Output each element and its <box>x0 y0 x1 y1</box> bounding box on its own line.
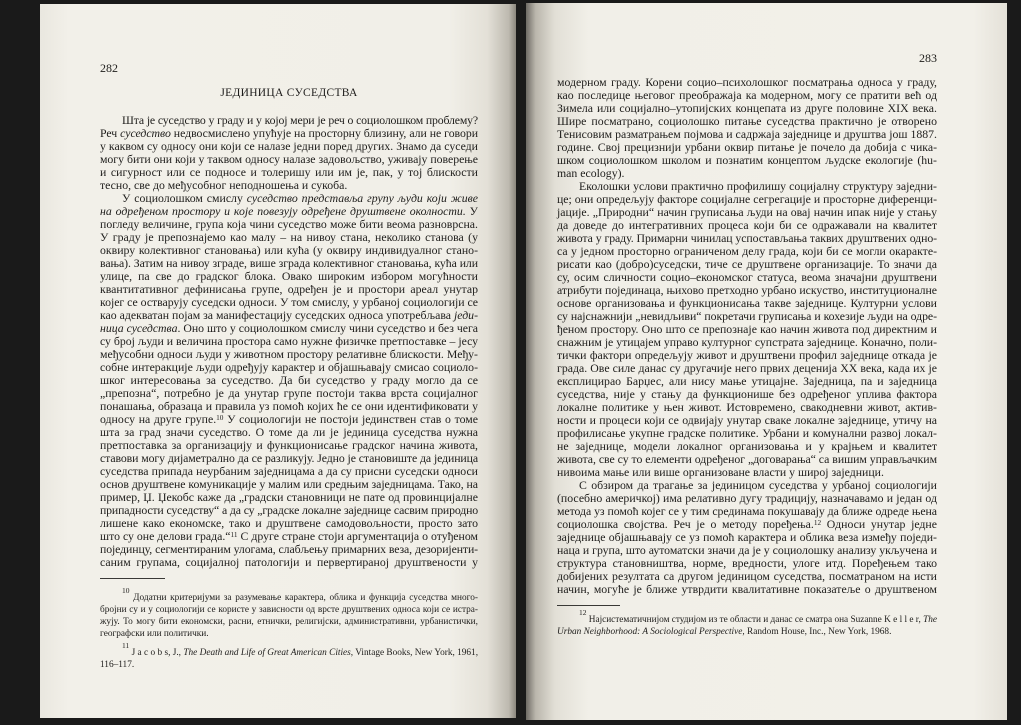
text-run: . Оно што у социолошком смислу чини суседство и без чега <box>177 321 478 335</box>
line-content <box>100 529 478 543</box>
text-run: што су оне делови града.“ <box>100 529 231 543</box>
line-content: суседства, није у стању да функционише без одређеног уплива фактора <box>557 387 937 401</box>
line-content: саним групама, социјалној патологији и первертираној друштвености у <box>100 555 478 569</box>
line-content: нивоима мање или више организоване власти у широј заједници. <box>557 465 884 479</box>
line-content: ставови могу дијаметрално да се разликују. Једно је становиште да јединица <box>100 451 478 465</box>
line-content <box>100 321 478 335</box>
line-content: у каквом су односу они који се налазе једни поред других. Знамо да суседи <box>100 139 478 153</box>
line-content: основ друштвене комуникације у малим или средњим заједницама. Тако, на <box>100 477 478 491</box>
line-content: шком социолошком школом и познатим концептом људске екологије (hu- <box>557 153 937 167</box>
line-content: понашања, образаца и правила уз помоћ којих ће се они идентификовати у <box>100 399 478 413</box>
italic-text: The <box>923 615 937 625</box>
text-run: , Vintage Books, New York, 1961, <box>350 648 479 658</box>
line-content <box>122 641 479 658</box>
footnote-ref: 11 <box>122 641 130 650</box>
footnote-ref: 10 <box>122 586 130 595</box>
line-content: Еколошки услови практично профилишу социјалну структуру заједни- <box>579 179 937 193</box>
line-content: којег се остварују суседски односи. У том смислу, у урбаној социологији се <box>100 295 478 309</box>
line-content: квантитативног дефинисања групе, одређен је и простори ареал унутар <box>100 282 478 296</box>
line-content: да доведе до интегративних процеса који би се одражавали на квалитет <box>557 218 937 232</box>
line-content <box>100 412 478 426</box>
line-content: са у једном просторно ограниченом делу града, који би се могли окаракте- <box>557 244 937 258</box>
line-content: начин, могуће је ближе утврдити квалитативне показатеље о друштвеном <box>557 582 937 596</box>
paragraph <box>100 192 478 569</box>
line-content: Шире посматрано, социолошко питање суседства практично је отворено <box>557 114 937 128</box>
left-page <box>40 4 516 718</box>
line-content: живота, све су то елементи одређеног „договарања“ са вишим управљачким <box>557 452 937 466</box>
footnote-separator <box>557 605 620 606</box>
text-run: J a c o b s, J., <box>129 648 184 658</box>
text-run: као адекватан појам за манифестацију суседских односа употребљава <box>100 308 454 322</box>
text-run: недвосмислено упућује на просторну близину, али не говори <box>170 126 478 140</box>
text-run: социолошка својства. Реч је о методу поређења. <box>557 517 814 531</box>
line-content: припадности суседству“ а да су „градске локалне заједнице сасвим природно <box>100 503 478 517</box>
text-line <box>557 583 937 596</box>
line-content: не заједнице, модели локалног организовања и у крајњем и квалитет <box>557 439 937 453</box>
line-content: међусобни односи људи у животном простору релативне блискости. Међу- <box>100 347 478 361</box>
footnote-line <box>100 604 478 616</box>
line-content: шког интересовања за суседство. Да би суседство у граду могло да се <box>100 373 478 387</box>
text-run: Односи унутар једне <box>821 517 937 531</box>
line-content: могу бити они који у таквом односу налазе задовољство, уживају поверење <box>100 152 478 166</box>
footnotes <box>100 586 479 671</box>
text-run: , Random House, Inc., New York, 1968. <box>742 627 892 637</box>
footnote-separator <box>100 578 165 579</box>
footnote-ref: 11 <box>230 529 238 539</box>
text-run: односу на друге групе. <box>100 412 217 426</box>
text-run: Реч <box>100 126 121 140</box>
line-content: Шта је суседство у граду и у којој мери је реч о социолошком проблему? <box>122 113 478 127</box>
line-content: (посебно америчкој) има релативно дугу традицију, назначавамо и један од <box>557 491 937 505</box>
line-content: Зимела или социјално–утопијских концепата из друге половине XIX века. <box>557 101 937 115</box>
italic-text: једи- <box>453 308 478 322</box>
line-content: основе организовања и функционисања такве заједнице. Културни услови <box>557 296 937 310</box>
line-content: суседства припада неурбаним заједницама а да су присни суседски односи <box>100 464 478 478</box>
line-content: профилисање укупне градске политике. Урбани и комунални развој локал- <box>557 426 937 440</box>
footnote-ref: 12 <box>813 517 822 527</box>
footnote-line <box>557 608 937 626</box>
line-content: „препозна“, потребно је да унутар групе постоји таква врста социјалног <box>100 386 478 400</box>
line-content: 116–117. <box>100 660 135 670</box>
line-content: погледу величине, група која чини суседство може бити веома разноврсна. <box>100 217 478 231</box>
line-content: бројни су и у социологији се користе у зависности од врсте друштвених односа који се истра- <box>100 605 478 615</box>
line-content: метода уз помоћ којег се у тим срединама покушавају да ближе одреде њена <box>557 504 937 518</box>
text-run: У социологији не постоји јединствен став о томе <box>223 412 478 426</box>
chapter-title: ЈЕДИНИЦА СУСЕДСТВА <box>220 87 358 99</box>
line-content: рисати као (добро)суседски, тиче се друштвене организације. То значи да <box>557 257 937 271</box>
line-content: живота у граду. Примарни чинилац успостављања таквих друштвених одно- <box>557 231 937 245</box>
line-content: У граду је препознајемо као малу – на нивоу стана, неколико станова (у <box>100 230 478 244</box>
line-content: града. Ове силе данас су другачије него првих деценија XX века, када их је <box>557 361 937 375</box>
footnote-line <box>100 641 479 659</box>
line-content: локалне политике у њен живот. Истовремено, свакодневни живот, актив- <box>557 400 937 414</box>
line-content: це; они опредељују факторе социјалне сегрегације и просторне диференци- <box>557 192 937 206</box>
italic-text: на одређеном простору и које повезују одређене друштвене околности. <box>100 204 466 218</box>
line-content: географски или политички. <box>100 629 209 639</box>
paragraph <box>557 479 937 596</box>
text-run: У <box>465 204 478 218</box>
paragraph <box>557 76 937 180</box>
footnote <box>557 608 937 638</box>
line-content: године. Свој прецизнији урбани оквир питање је почело да добија с чика- <box>557 140 937 154</box>
line-content: жују. То могу бити економски, расни, етнички, религијски, административни, урбанистички, <box>100 617 478 627</box>
line-content: ности и процеси који се одвијају унутар сваке локалне заједнице, утичу на <box>557 413 937 427</box>
body-text <box>557 76 937 596</box>
line-content: наца и група, што аутоматски значи да је у социолошку анализу укључена и <box>557 543 937 557</box>
text-run: У социолошком смислу <box>122 191 247 205</box>
line-content <box>557 517 937 531</box>
page-number: 283 <box>919 51 937 65</box>
line-content: лишене како економске, тако и друштвене самодовољности, просто зато <box>100 516 478 530</box>
line-content: снажним је утицајем управо културног супстрата заједнице. Коначно, поли- <box>557 335 937 349</box>
line-content: тесно, све до међусобног неподношења и сукоба. <box>100 178 348 192</box>
line-content: пример, Џ. Џекобс каже да „градски становници не пате од провинцијалне <box>100 490 478 504</box>
footnote-line <box>557 626 937 638</box>
footnote <box>100 641 479 671</box>
paragraph <box>100 114 478 192</box>
italic-text: ница суседства <box>100 321 178 335</box>
line-content <box>100 308 478 322</box>
footnote-line <box>100 659 478 671</box>
line-content: С обзиром да трагање за јединицом суседства у урбаној социологији <box>579 478 937 492</box>
line-content: улице, па све до градског блока. Овако широким избором могућности <box>100 269 478 283</box>
italic-text: суседство <box>120 126 171 140</box>
footnote-line <box>100 628 478 640</box>
line-content: су најснажнији „невидљиви“ покретачи груписања и кохезије људи на одре- <box>557 309 937 323</box>
line-content: заједнице објашњавају се уз помоћ карактера и облика веза између поједи- <box>557 530 937 544</box>
line-content <box>122 191 478 205</box>
line-content: структура становништва, норме, вредности, улоге итд. Поређењем тако <box>557 556 937 570</box>
italic-text: Urban Neighborhood: A Sociological Perspective <box>557 627 743 637</box>
line-content: су, осим сличности социо–економског статуса, веома значајни друштвени <box>557 270 937 284</box>
line-content <box>579 608 937 625</box>
line-content: и сигурност или се подносе и толеришу или им је, пак, у тој блискости <box>100 165 478 179</box>
line-content <box>100 126 478 140</box>
italic-text: The Death and Life of Great American Cities <box>183 648 351 658</box>
right-page <box>526 3 1007 720</box>
footnotes <box>557 608 937 638</box>
line-content: модерном граду. Корени социо–психолошког посматрања односа у граду, <box>557 75 937 89</box>
line-content: атрибути појединаца, њихово претходно урбано искуство, институционалне <box>557 283 937 297</box>
text-line <box>100 556 478 569</box>
line-content: оквиру колективног становања) или кућа (у оквиру индивидуалног стано- <box>100 243 478 257</box>
line-content: Тенисовим разматрањем појмова и садржаја заједнице и друштва још 1887. <box>557 127 937 141</box>
footnote-line <box>100 616 478 628</box>
line-content: јације. „Природни“ начин груписања људи на овај начин ипак није у стању <box>557 205 937 219</box>
footnote-ref: 10 <box>216 412 224 422</box>
line-content: тички фактори опредељују живот и друштвени профил заједнице откада је <box>557 348 937 362</box>
line-content: претпоставка за организацију и функционисање градског начина живота, <box>100 438 478 452</box>
line-content: man ecology). <box>557 166 625 180</box>
italic-text: суседство представља групу људи који живе <box>246 191 479 205</box>
line-content: шта за град значи суседство. О томе да ли је јединица суседства нужна <box>100 425 478 439</box>
line-content: експлицирао Барџес, али нису мање утицајне. Заједница, па и заједница <box>557 374 937 388</box>
line-content: собне интеракције људи одређују карактер и објашњавају смисао социоло- <box>100 360 478 374</box>
text-run: Најсистематичнијом студијом из те области и данас се сматра она Suzanne K e l l e r, <box>586 615 924 625</box>
footnote-line <box>100 586 478 604</box>
body-text <box>100 114 478 569</box>
footnote-ref: 12 <box>579 608 587 617</box>
page-number: 282 <box>100 61 118 75</box>
line-content: су број људи и величина простора само нужне физичке претпоставке – јесу <box>100 334 478 348</box>
footnote <box>100 586 478 640</box>
line-content: као последице његовог преображаја ка модерном, могу се пратити већ од <box>557 88 937 102</box>
text-run: С друге стране стоји аргументација о отуђеном <box>237 529 478 543</box>
line-content <box>557 627 891 637</box>
line-content: добијених резултата са другом јединицом суседства, посматраном на исти <box>557 569 937 583</box>
paragraph <box>557 180 937 479</box>
text-run: Додатни критеријуми за разумевање карактера, облика и функција суседства много- <box>129 593 478 603</box>
line-content: ђеном простору. Оно што се препознаје као начин живота под директним и <box>557 322 937 336</box>
line-content: вања). Затим на нивоу зграде, више зграда колективног становања, кућа или <box>100 256 478 270</box>
line-content <box>100 204 478 218</box>
line-content <box>122 586 478 603</box>
line-content: појединцу, сегментираним улогама, слабљењу примарних веза, дезоријенти- <box>100 542 478 556</box>
